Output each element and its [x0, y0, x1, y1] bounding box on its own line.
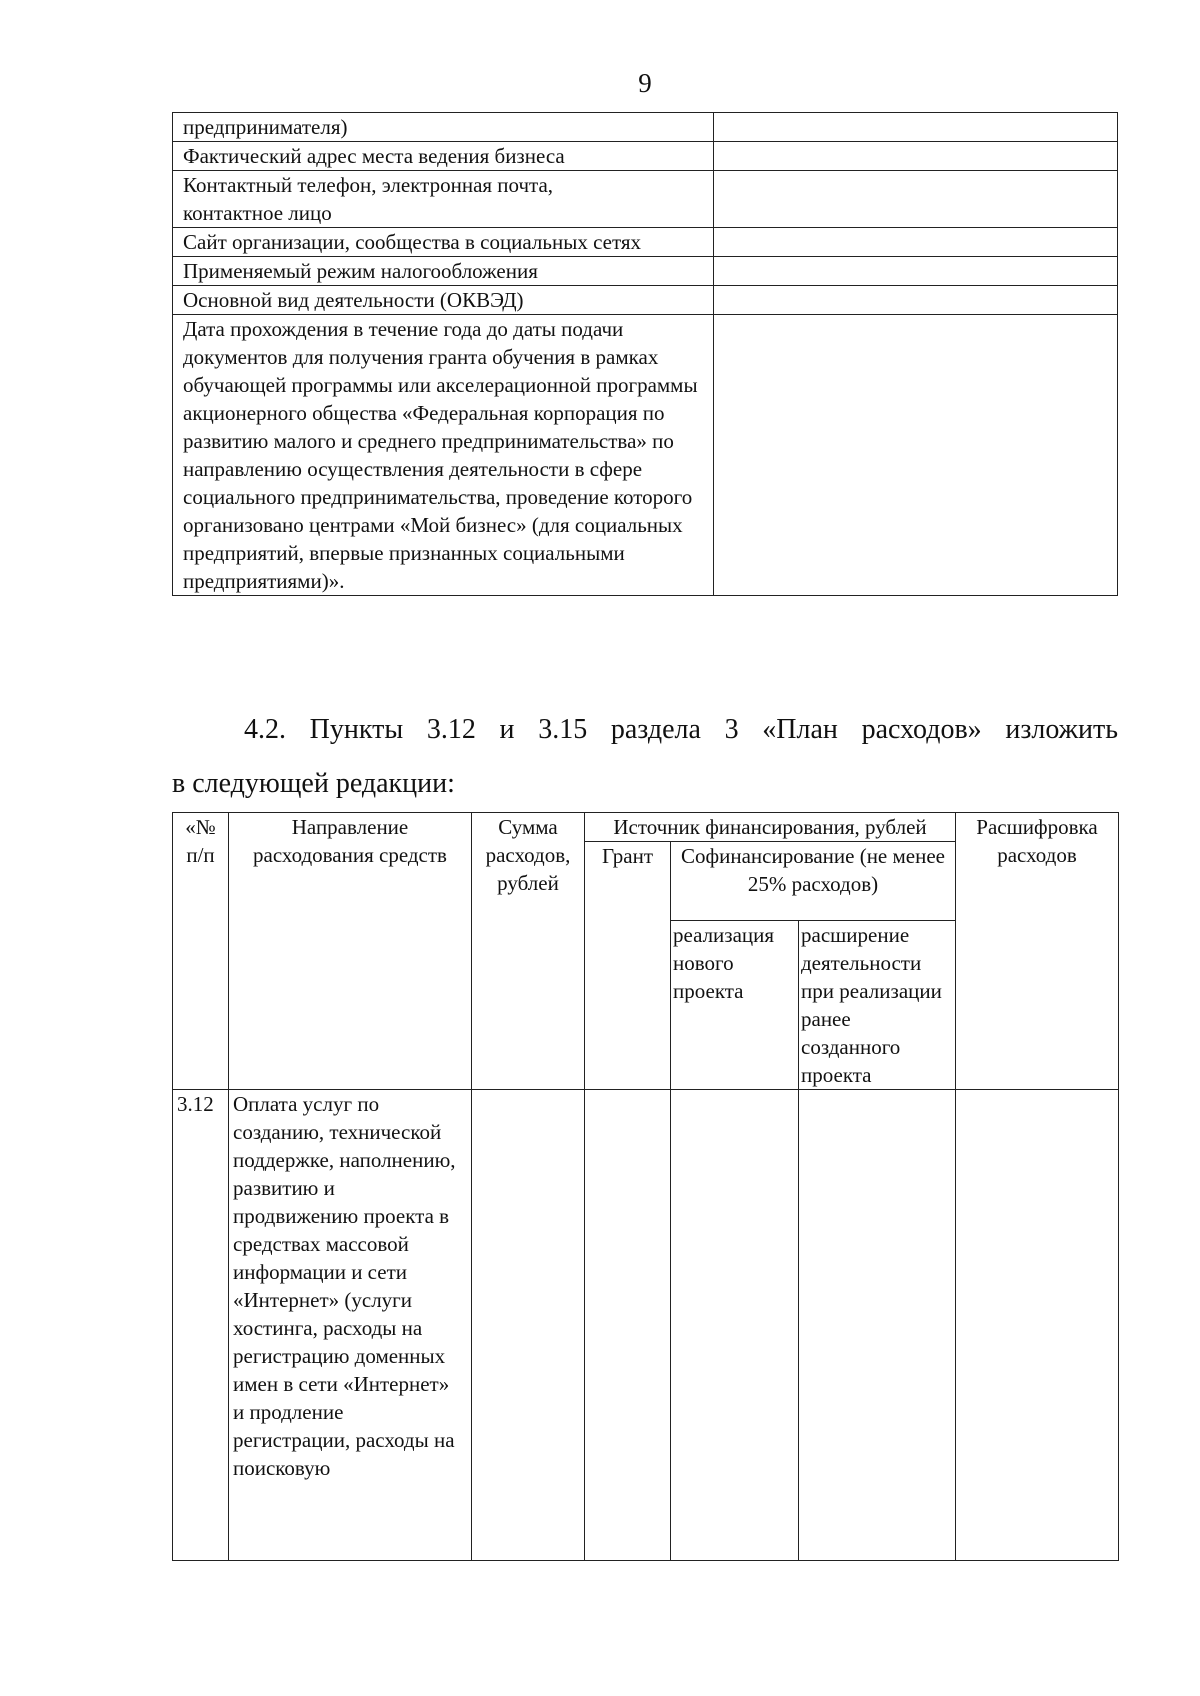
row-expansion	[799, 1090, 956, 1561]
row-value	[714, 228, 1118, 257]
row-label: Контактный телефон, электронная почта, контактное лицо	[173, 171, 714, 228]
row-value	[714, 142, 1118, 171]
row-label: Сайт организации, сообщества в социальных сетях	[173, 228, 714, 257]
row-label: Применяемый режим налогообложения	[173, 257, 714, 286]
row-decoding	[956, 1090, 1119, 1561]
row-sum	[472, 1090, 585, 1561]
applicant-info-table	[172, 112, 1118, 596]
row-value	[714, 315, 1118, 596]
table-row	[173, 228, 1118, 257]
header-sum: Сумма расходов, рублей	[472, 813, 585, 1090]
table-row	[173, 1090, 1119, 1561]
table-row	[173, 257, 1118, 286]
header-new-project: реализация нового проекта	[671, 921, 799, 1090]
row-grant	[585, 1090, 671, 1561]
row-label: Фактический адрес места ведения бизнеса	[173, 142, 714, 171]
header-expansion: расширение деятельности при реализации ранее созданного проекта	[799, 921, 956, 1090]
row-label: Основной вид деятельности (ОКВЭД)	[173, 286, 714, 315]
table-row	[173, 171, 1118, 228]
row-value	[714, 113, 1118, 142]
header-grant: Грант	[585, 842, 671, 1090]
header-source: Источник финансирования, рублей	[585, 813, 956, 842]
paragraph-line-2: в следующей редакции:	[172, 768, 455, 799]
page-number: 9	[638, 68, 652, 98]
table-row	[173, 142, 1118, 171]
row-value	[714, 286, 1118, 315]
row-direction: Оплата услуг по созданию, технической поддержке, наполнению, развитию и продвижению проекта в средствах массовой информации и сети «Интернет» (услуги хостинга, расходы на регистрацию доменных имен в сети «Интернет» и продление регистрации, расходы на поисковую	[229, 1090, 472, 1561]
header-row	[173, 813, 1119, 842]
table-row	[173, 286, 1118, 315]
row-value	[714, 257, 1118, 286]
expense-plan-table	[172, 812, 1119, 1561]
row-num: 3.12	[173, 1090, 229, 1561]
row-label: Дата прохождения в течение года до даты подачи документов для получения гранта обучения в рамках обучающей программы или акселерационной программы акционерного общества «Федеральная корпорация по развитию малого и среднего предпринимательства» по направлению осуществления деятельности в сфере социального предпринимательства, проведение которого организовано центрами «Мой бизнес» (для социальных предприятий, впервые признанных социальными предприятиями)».	[173, 315, 714, 596]
row-value	[714, 171, 1118, 228]
row-new-project	[671, 1090, 799, 1561]
header-cofinancing: Софинансирование (не менее 25% расходов)	[671, 842, 956, 921]
table-row	[173, 315, 1118, 596]
header-direction: Направление расходования средств	[229, 813, 472, 1090]
row-label: предпринимателя)	[173, 113, 714, 142]
header-num: «№ п/п	[173, 813, 229, 1090]
header-decoding: Расшифровка расходов	[956, 813, 1119, 1090]
table-row	[173, 113, 1118, 142]
paragraph-line-1: 4.2. Пункты 3.12 и 3.15 раздела 3 «План расходов» изложить	[244, 714, 1118, 745]
